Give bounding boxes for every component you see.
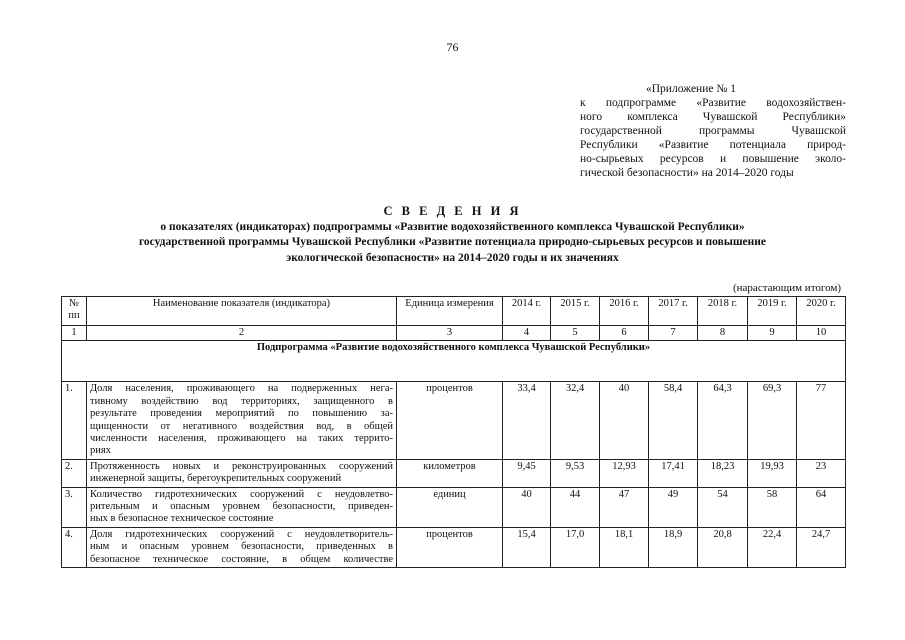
heading-line: экологической безопасности» на 2014–2020 годы и их значениях (286, 251, 619, 264)
row-number: 4. (62, 527, 87, 567)
value-cell: 58,4 (649, 382, 698, 459)
column-number: 2 (87, 326, 397, 341)
indicator-name: Доля населения, проживающего на подверженных нега- тивному воздействию вод территориях, защищенного в результате проведения мероприятий по повышению за- щищенности от негативного воздействия вод, в общей численности населения, проживающего на таких террито- риях (87, 382, 397, 459)
column-number: 7 (649, 326, 698, 341)
header-indicator-name: Наименование показателя (индикатора) (87, 297, 397, 326)
value-cell: 33,4 (503, 382, 551, 459)
value-cell: 77 (797, 382, 846, 459)
table-row (62, 382, 846, 459)
cumulative-note: (нарастающим итогом) (733, 282, 842, 294)
value-cell: 40 (503, 487, 551, 527)
document-title: С В Е Д Е Н И Я (383, 204, 522, 218)
column-number: 1 (62, 326, 87, 341)
column-number: 5 (551, 326, 600, 341)
column-number: 6 (600, 326, 649, 341)
document-heading (40, 204, 865, 266)
value-cell: 15,4 (503, 527, 551, 567)
value-cell: 23 (797, 459, 846, 487)
header-year: 2020 г. (797, 297, 846, 326)
value-cell: 64,3 (698, 382, 748, 459)
appendix-line: но-сырьевых ресурсов и повышение эколо- (580, 153, 846, 165)
header-year: 2017 г. (649, 297, 698, 326)
row-number: 2. (62, 459, 87, 487)
page-number: 76 (446, 40, 459, 54)
indicators-table (61, 296, 846, 568)
column-number: 8 (698, 326, 748, 341)
unit-cell: километров (397, 459, 503, 487)
row-number: 1. (62, 382, 87, 459)
unit-cell: процентов (397, 382, 503, 459)
value-cell: 64 (797, 487, 846, 527)
value-cell: 17,0 (551, 527, 600, 567)
subprogram-row (62, 341, 846, 382)
appendix-line: к подпрограмме «Развитие водохозяйствен- (580, 97, 846, 109)
appendix-line: Республики «Развитие потенциала природ- (580, 139, 846, 151)
table-header-row (62, 297, 846, 326)
header-unit: Единица измерения (397, 297, 503, 326)
table-row (62, 487, 846, 527)
column-numbers-row (62, 326, 846, 341)
value-cell: 44 (551, 487, 600, 527)
value-cell: 9,53 (551, 459, 600, 487)
value-cell: 47 (600, 487, 649, 527)
heading-line: государственной программы Чувашской Республики «Развитие потенциала природно-сырьевых ресурсов и повышение (139, 236, 766, 248)
table-row (62, 527, 846, 567)
value-cell: 18,1 (600, 527, 649, 567)
header-year: 2016 г. (600, 297, 649, 326)
value-cell: 22,4 (748, 527, 797, 567)
value-cell: 24,7 (797, 527, 846, 567)
value-cell: 18,9 (649, 527, 698, 567)
value-cell: 20,8 (698, 527, 748, 567)
value-cell: 58 (748, 487, 797, 527)
heading-line: о показателях (индикаторах) подпрограммы «Развитие водохозяйственного комплекса Чувашской Республики» (160, 220, 745, 233)
appendix-line: «Приложение № 1 (646, 83, 736, 95)
header-num: № пп (62, 297, 87, 326)
value-cell: 19,93 (748, 459, 797, 487)
column-number: 9 (748, 326, 797, 341)
subprogram-title: Подпрограмма «Развитие водохозяйственного комплекса Чувашской Республики» (62, 341, 846, 382)
header-year: 2014 г. (503, 297, 551, 326)
value-cell: 17,41 (649, 459, 698, 487)
indicator-name: Доля гидротехнических сооружений с неудовлетворитель- ным и опасным уровнем безопасности, приведенных в безопасное техническое состояние, в общем количестве (87, 527, 397, 567)
value-cell: 12,93 (600, 459, 649, 487)
table-row (62, 459, 846, 487)
header-year: 2019 г. (748, 297, 797, 326)
column-number: 3 (397, 326, 503, 341)
value-cell: 9,45 (503, 459, 551, 487)
value-cell: 54 (698, 487, 748, 527)
header-year: 2015 г. (551, 297, 600, 326)
value-cell: 32,4 (551, 382, 600, 459)
appendix-line: государственной программы Чувашской (580, 125, 846, 137)
indicator-name: Протяженность новых и реконструированных сооружений инженерной защиты, берегоукрепительных сооружений (87, 459, 397, 487)
value-cell: 49 (649, 487, 698, 527)
unit-cell: единиц (397, 487, 503, 527)
value-cell: 18,23 (698, 459, 748, 487)
appendix-line: ного комплекса Чувашской Республики» (580, 111, 846, 123)
unit-cell: процентов (397, 527, 503, 567)
value-cell: 40 (600, 382, 649, 459)
appendix-note (580, 82, 846, 180)
value-cell: 69,3 (748, 382, 797, 459)
row-number: 3. (62, 487, 87, 527)
column-number: 10 (797, 326, 846, 341)
column-number: 4 (503, 326, 551, 341)
appendix-line: гической безопасности» на 2014–2020 годы (580, 167, 794, 179)
header-year: 2018 г. (698, 297, 748, 326)
indicator-name: Количество гидротехнических сооружений с неудовлетво- рительным и опасным уровнем безопасности, приведен- ных в безопасное техническое состояние (87, 487, 397, 527)
